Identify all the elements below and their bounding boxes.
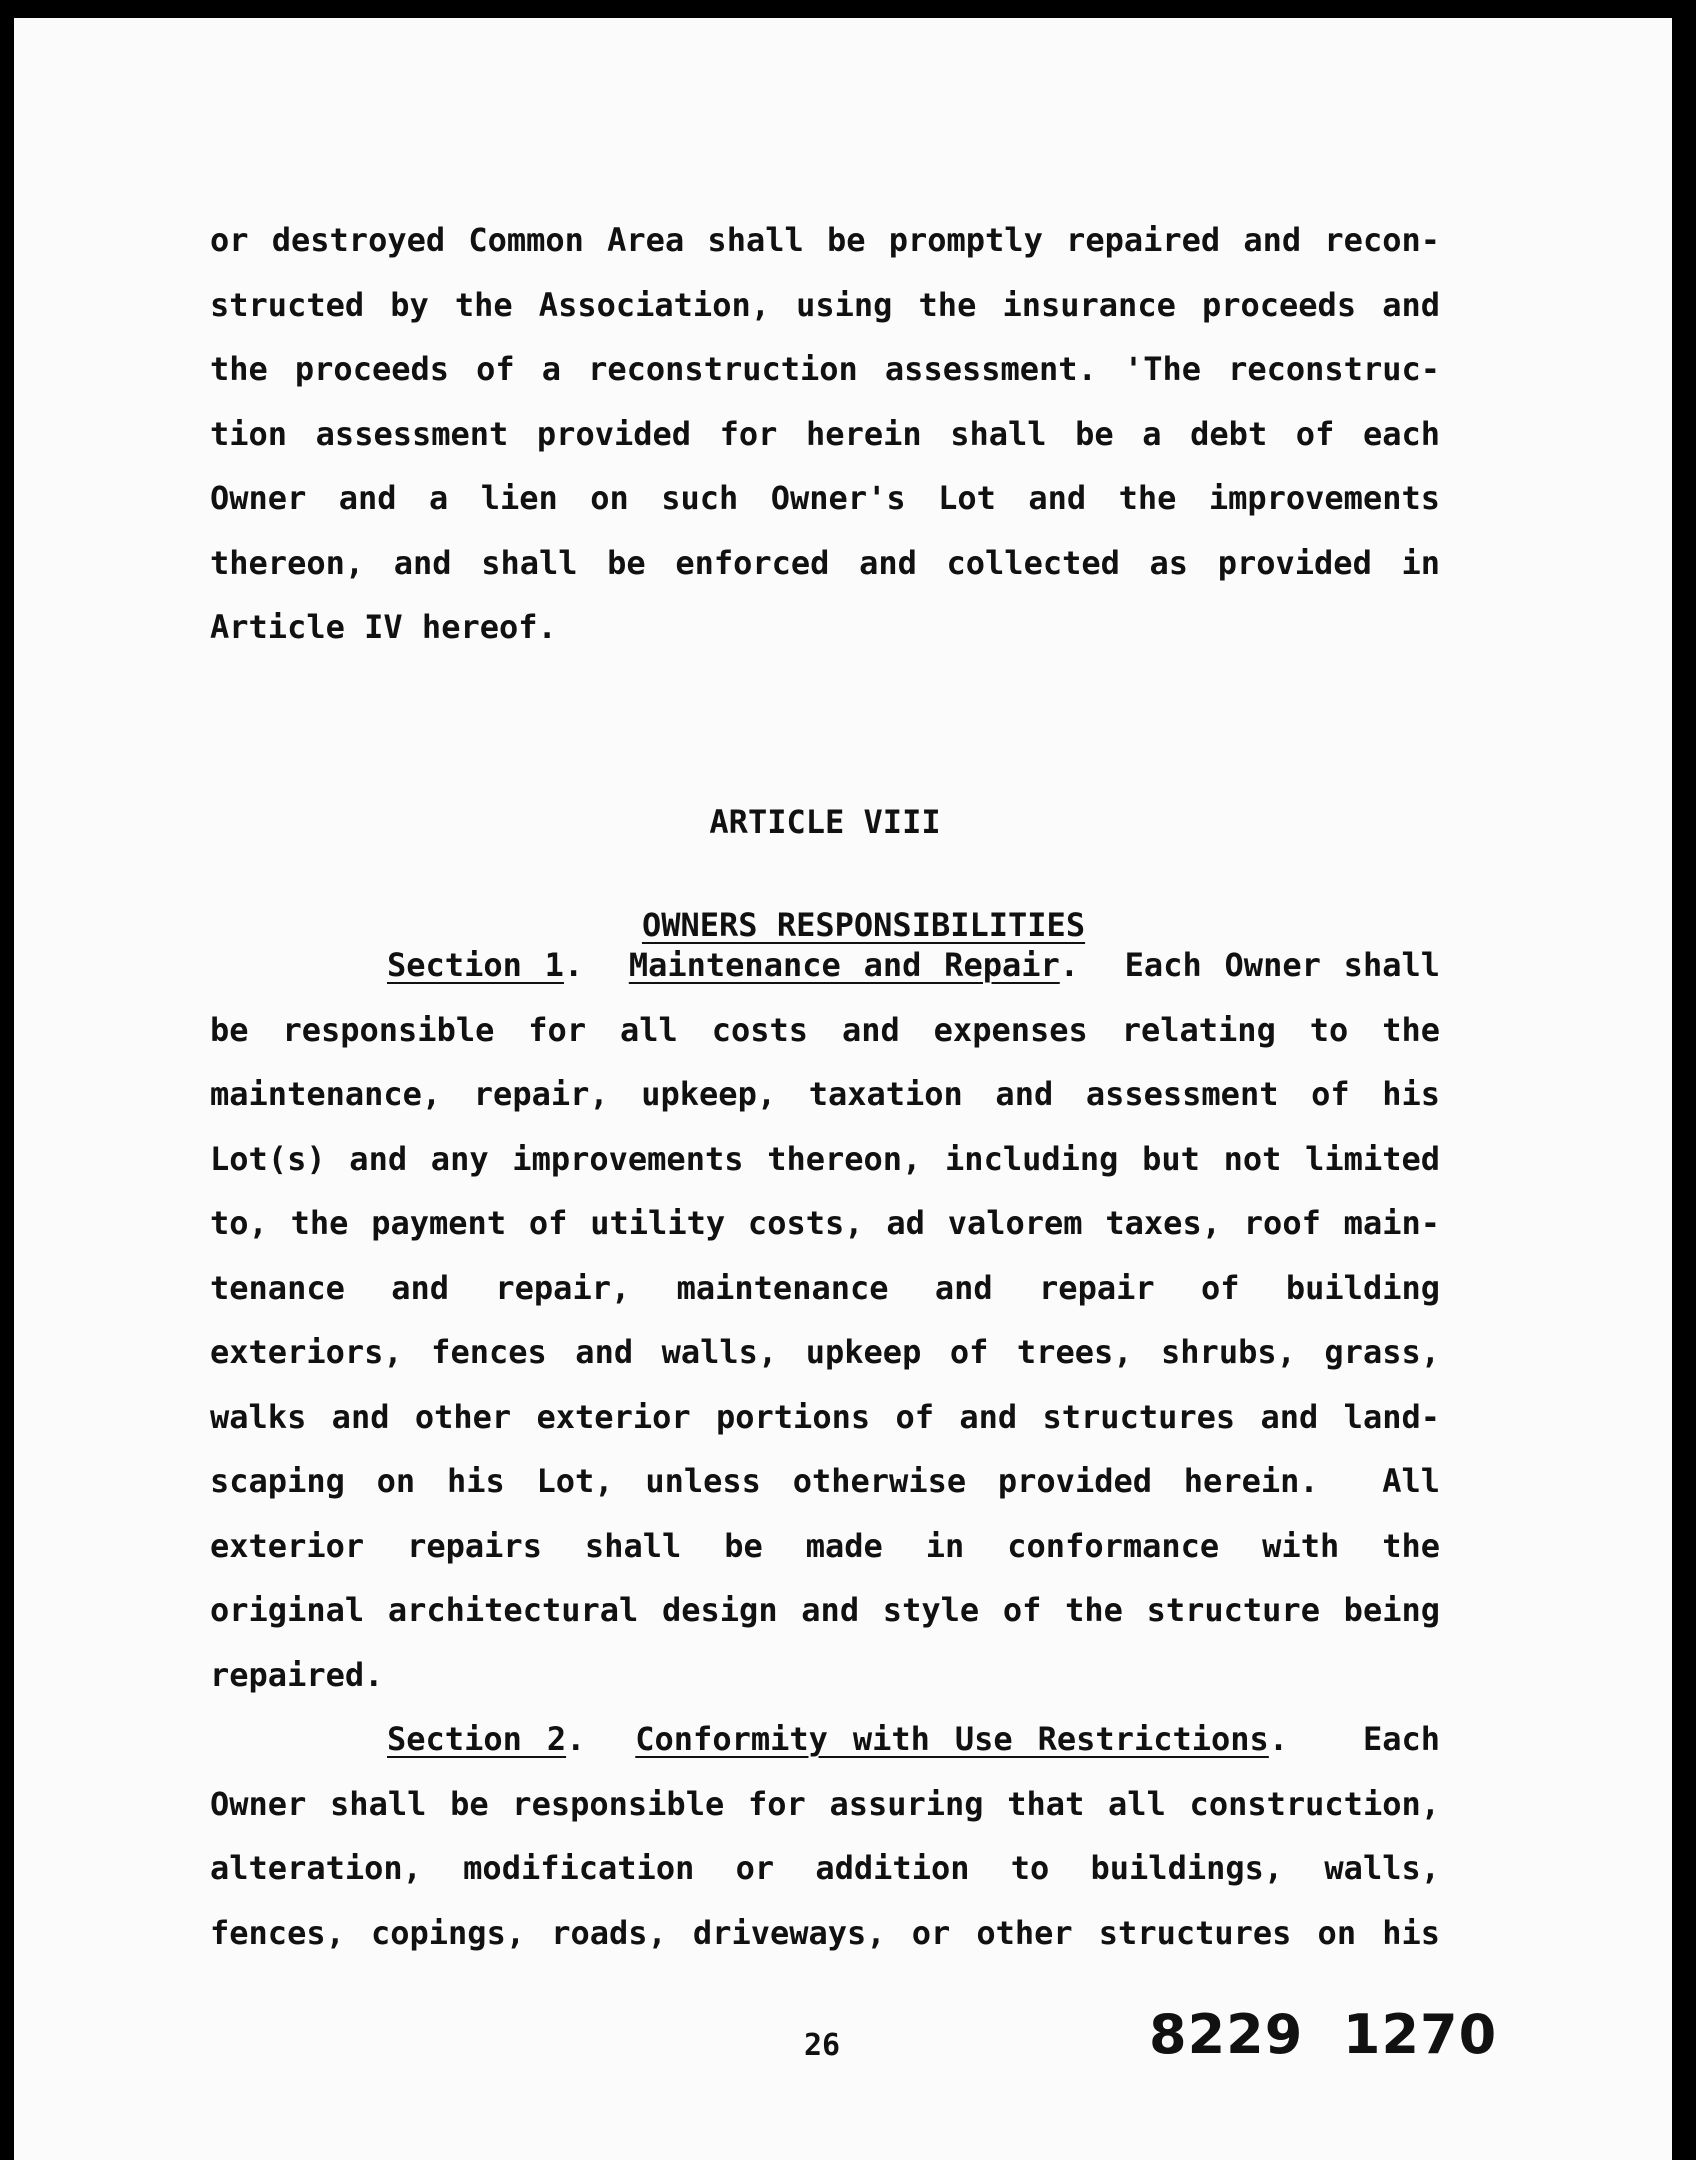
section-1-first-line: Each Owner shall <box>1124 946 1440 984</box>
section-2 <box>210 1707 1440 1965</box>
text-line: exteriors, fences and walls, upkeep of trees, shrubs, grass, <box>210 1333 1440 1371</box>
text-line: Owner and a lien on such Owner's Lot and the improvements <box>210 479 1440 517</box>
text-line: walks and other exterior portions of and structures and land- <box>210 1397 1440 1436</box>
section-2-heading: Conformity with Use Restrictions <box>635 1720 1269 1758</box>
document-page <box>14 18 1672 2160</box>
text-line: be responsible for all costs and expenses relating to the <box>210 1010 1440 1049</box>
text-line: fences, copings, roads, driveways, or other structures on his <box>210 1913 1440 1952</box>
text-line: the proceeds of a reconstruction assessment. 'The reconstruc- <box>210 350 1440 388</box>
text-line: original architectural design and style of the structure being <box>210 1591 1440 1629</box>
section-2-label: Section 2 <box>387 1720 567 1758</box>
section-2-heading-line: Section 2. Conformity with Use Restrictions. Each <box>387 1720 1440 1758</box>
text-line: repaired. <box>210 1655 384 1694</box>
text-line: scaping on his Lot, unless otherwise provided herein. All <box>210 1462 1440 1500</box>
text-line: thereon, and shall be enforced and collected as provided in <box>210 543 1440 582</box>
text-line: tenance and repair, maintenance and repair of building <box>210 1268 1440 1307</box>
text-line: exterior repairs shall be made in conformance with the <box>210 1526 1440 1565</box>
text-line: maintenance, repair, upkeep, taxation and assessment of his <box>210 1075 1440 1113</box>
text-line: tion assessment provided for herein shall be a debt of each <box>210 414 1440 453</box>
text-line: Article IV hereof. <box>210 608 557 646</box>
article-title-text: OWNERS RESPONSIBILITIES <box>641 906 1086 944</box>
article-number: ARTICLE VIII <box>709 803 941 841</box>
section-1 <box>210 933 1440 1707</box>
text-line: Owner shall be responsible for assuring that all construction, <box>210 1784 1440 1823</box>
text-line: to, the payment of utility costs, ad valorem taxes, roof main- <box>210 1204 1440 1242</box>
document-code: 8229 1270 <box>1149 2003 1498 2066</box>
text-line: structed by the Association, using the insurance proceeds and <box>210 285 1440 324</box>
section-1-heading-line: Section 1. Maintenance and Repair. Each Owner shall <box>387 946 1440 984</box>
section-1-label: Section 1 <box>387 946 564 984</box>
text-line: alteration, modification or addition to buildings, walls, <box>210 1849 1440 1887</box>
page-number: 26 <box>804 2028 841 2063</box>
section-2-first-line: Each <box>1362 1720 1440 1758</box>
text-line: Lot(s) and any improvements thereon, including but not limited <box>210 1139 1440 1178</box>
section-1-heading: Maintenance and Repair <box>628 946 1060 984</box>
text-line: or destroyed Common Area shall be promptly repaired and recon- <box>210 221 1440 259</box>
continued-paragraph <box>210 208 1440 660</box>
